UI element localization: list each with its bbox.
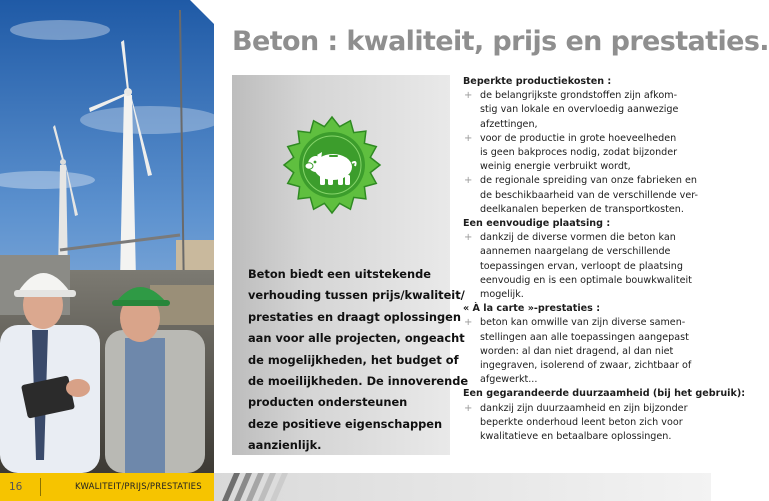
bullet-line: beton kan omwille van zijn diverse samen-: [480, 317, 686, 329]
panel-line: producten ondersteunen: [248, 395, 408, 410]
section-heading: Beperkte productiekosten :: [463, 76, 612, 87]
panel-line: aanzienlijk.: [248, 438, 322, 453]
plus-bullet-icon: +: [464, 175, 473, 187]
bullet-line: kwalitatieve en betaalbare oplossingen.: [480, 431, 672, 443]
bullet-line: eenvoudig en is een optimale bouwkwaliteit: [480, 274, 692, 286]
bullet-line: dankzij zijn duurzaamheid en zijn bijzonder: [480, 402, 688, 414]
bullet-line: afgewerkt...: [480, 374, 538, 386]
bullet-line: aannemen naargelang de verschillende: [480, 246, 671, 258]
bullet-item: [463, 402, 705, 445]
bullet-line: de belangrijkste grondstoffen zijn afkom-: [480, 90, 678, 102]
plus-bullet-icon: +: [464, 232, 473, 244]
footer-stripes: [214, 473, 711, 501]
bullet-line: worden: al dan niet dragend, al dan niet: [480, 345, 674, 357]
bullet-line: stig van lokale en overvloedig aanwezige: [480, 104, 679, 116]
bullet-item: [463, 89, 705, 132]
section-heading: Een gegarandeerde duurzaamheid (bij het gebruik):: [463, 388, 746, 400]
bullet-line: ingegraven, isolerend of zwaar, zichtbaar of: [480, 360, 692, 372]
plus-bullet-icon: +: [464, 90, 473, 102]
bullet-line: de regionale spreiding van onze fabrieken en: [480, 175, 697, 187]
plus-bullet-icon: +: [464, 317, 473, 329]
bullet-line: stellingen aan alle toepassingen aangepast: [480, 331, 689, 343]
cover-photo: [0, 0, 214, 473]
bullet-line: dankzij de diverse vormen die beton kan: [480, 232, 676, 244]
bullet-line: de beschikbaarheid van de verschillende ver-: [480, 189, 699, 201]
panel-line: deze positieve eigenschappen: [248, 416, 443, 431]
plus-bullet-icon: +: [464, 132, 473, 144]
plus-bullet-icon: +: [464, 402, 473, 414]
piggy-bank-icon: [282, 115, 382, 215]
benefits-column: [463, 75, 746, 444]
bullet-line: toepassingen ervan, verloopt de plaatsing: [480, 260, 683, 272]
section-heading: Een eenvoudige plaatsing :: [463, 218, 611, 230]
page-title: Beton : kwaliteit, prijs en prestaties.: [232, 26, 769, 57]
panel-line: Beton biedt een uitstekende: [248, 267, 432, 281]
panel-line: aan voor alle projecten, ongeacht: [248, 331, 465, 346]
bullet-line: afzettingen,: [480, 118, 538, 130]
footer-section-label: KWALITEIT/PRIJS/PRESTATIES: [75, 482, 202, 492]
footer-bar: [0, 473, 214, 501]
panel-line: verhouding tussen prijs/kwaliteit/: [248, 288, 465, 303]
bullet-line: voor de productie in grote hoeveelheden: [480, 132, 677, 144]
panel-line: de moeilijkheden. De innoverende: [248, 374, 469, 389]
bullet-line: weinig energie verbruikt wordt,: [480, 161, 631, 173]
bullet-item: [463, 231, 705, 302]
panel-line: prestaties en draagt oplossingen: [248, 309, 462, 324]
bullet-line: beperkte onderhoud leent beton zich voor: [480, 416, 683, 428]
page-corner-cut: [190, 0, 214, 24]
bullet-line: mogelijk.: [480, 289, 524, 301]
bullet-line: is geen bakproces nodig, zodat bijzonder: [480, 147, 678, 159]
bullet-item: [463, 174, 705, 217]
highlight-panel: [232, 75, 469, 455]
section-heading: « À la carte »-prestaties :: [463, 303, 601, 315]
panel-line: de mogelijkheden, het budget of: [248, 352, 459, 367]
bullet-item: [463, 316, 705, 387]
bullet-line: deelkanalen beperken de transportkosten.: [480, 203, 684, 215]
page-number: 16: [9, 481, 23, 493]
bullet-item: [463, 132, 705, 175]
panel-statement: [248, 264, 469, 457]
photo-wind-turbines-engineers-icon: [0, 0, 214, 473]
footer-divider: [40, 478, 41, 496]
